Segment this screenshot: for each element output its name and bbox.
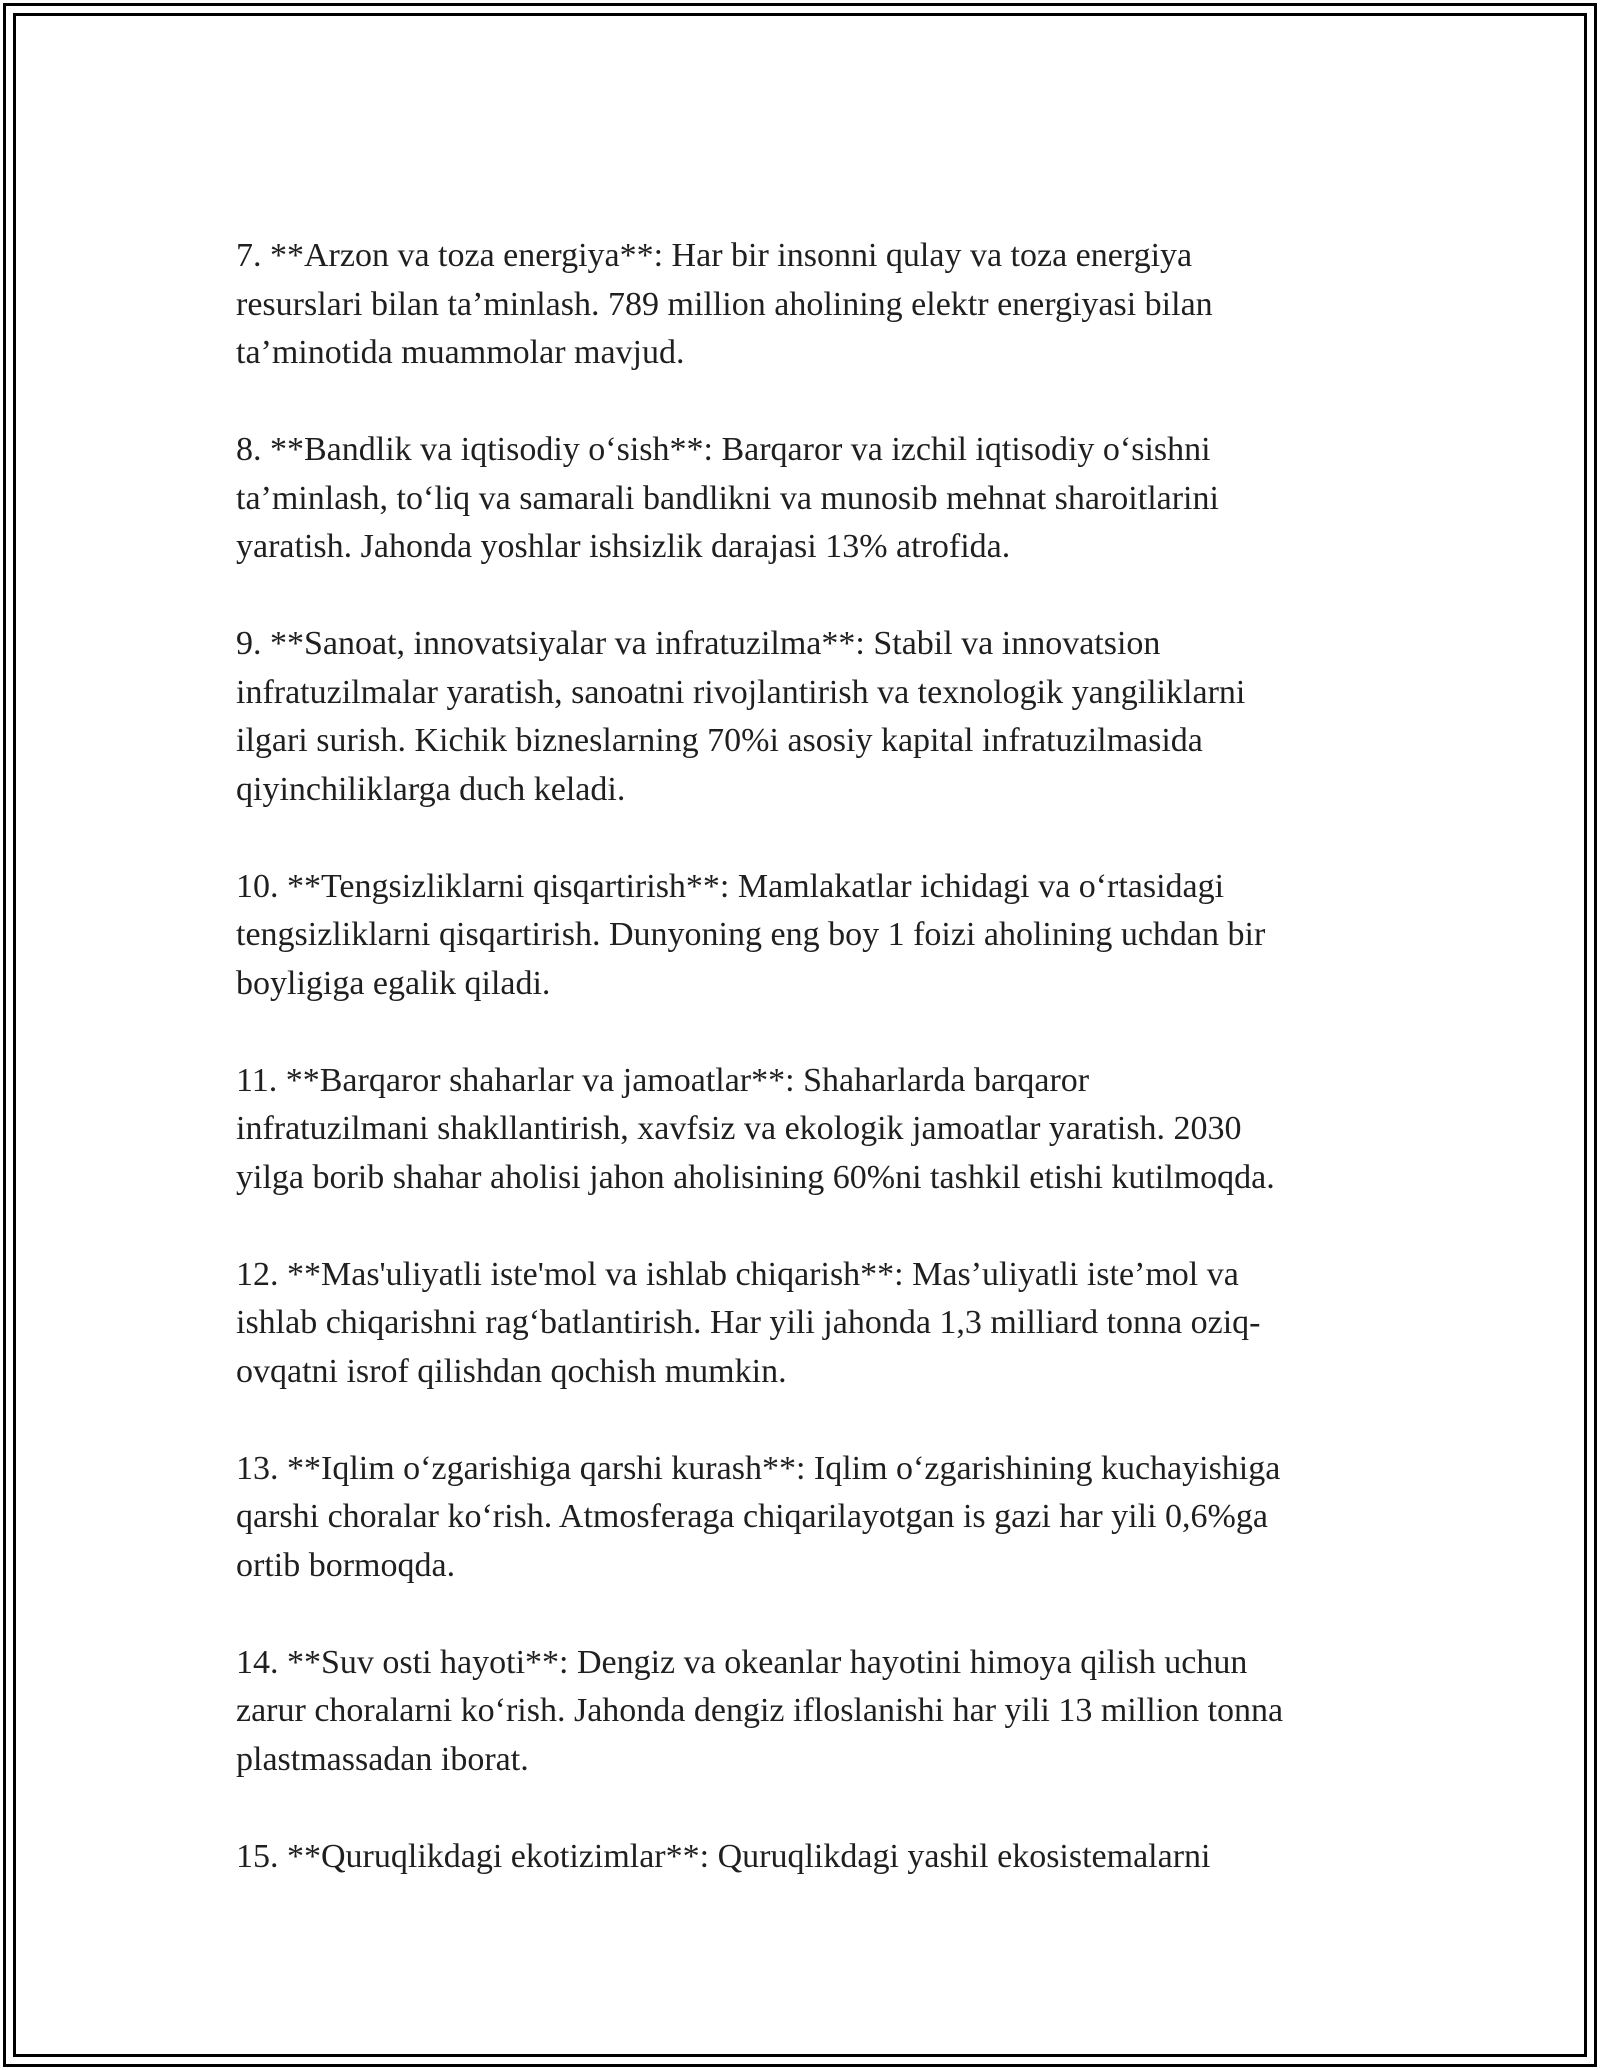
text-line: 7. **Arzon va toza energiya**: Har bir insonni qulay va toza energiya <box>236 237 1193 274</box>
paragraph-goal-10 <box>236 863 1376 1009</box>
document-body <box>236 232 1376 1930</box>
text-line: ilgari surish. Kichik bizneslarning 70%i asosiy kapital infratuzilmasida <box>236 722 1203 759</box>
text-line: ta’minlash, to‘liq va samarali bandlikni va munosib mehnat sharoitlarini <box>236 479 1219 517</box>
text-line: 10. **Tengsizliklarni qisqartirish**: Mamlakatlar ichidagi va o‘rtasidagi <box>236 867 1225 905</box>
text-line: tengsizliklarni qisqartirish. Dunyoning eng boy 1 foizi aholining uchdan bir <box>236 916 1266 953</box>
text-line: infratuzilmalar yaratish, sanoatni rivojlantirish va texnologik yangiliklarni <box>236 673 1246 711</box>
text-line: plastmassadan iborat. <box>236 1740 529 1778</box>
text-line: resurslari bilan ta’minlash. 789 million aholining elektr energiyasi bilan <box>236 285 1213 323</box>
paragraph-goal-13 <box>236 1445 1376 1591</box>
text-line: 13. **Iqlim o‘zgarishiga qarshi kurash**: Iqlim o‘zgarishining kuchayishiga <box>236 1449 1281 1487</box>
text-line: 9. **Sanoat, innovatsiyalar va infratuzilma**: Stabil va innovatsion <box>236 625 1161 662</box>
text-line: 11. **Barqaror shaharlar va jamoatlar**: Shaharlarda barqaror <box>236 1061 1090 1099</box>
paragraph-goal-14 <box>236 1639 1376 1785</box>
text-line: 8. **Bandlik va iqtisodiy o‘sish**: Barqaror va izchil iqtisodiy o‘sishni <box>236 431 1211 468</box>
paragraph-goal-7 <box>236 232 1376 378</box>
text-line: ta’minotida muammolar mavjud. <box>236 334 685 371</box>
text-line: boyligiga egalik qiladi. <box>236 964 551 1002</box>
text-line: qarshi choralar ko‘rish. Atmosferaga chiqarilayotgan is gazi har yili 0,6%ga <box>236 1498 1268 1535</box>
text-line: 15. **Quruqlikdagi ekotizimlar**: Quruqlikdagi yashil ekosistemalarni <box>236 1837 1211 1875</box>
paragraph-goal-12 <box>236 1251 1376 1397</box>
text-line: yilga borib shahar aholisi jahon aholisining 60%ni tashkil etishi kutilmoqda. <box>236 1158 1275 1196</box>
text-line: yaratish. Jahonda yoshlar ishsizlik darajasi 13% atrofida. <box>236 528 1011 565</box>
text-line: 12. **Mas'uliyatli iste'mol va ishlab chiqarish**: Mas’uliyatli iste’mol va <box>236 1255 1239 1293</box>
text-line: ortib bormoqda. <box>236 1546 456 1584</box>
paragraph-goal-11 <box>236 1057 1376 1203</box>
paragraph-goal-9 <box>236 620 1376 814</box>
text-line: 14. **Suv osti hayoti**: Dengiz va okeanlar hayotini himoya qilish uchun <box>236 1643 1248 1681</box>
text-line: ovqatni isrof qilishdan qochish mumkin. <box>236 1352 787 1390</box>
text-line: zarur choralarni ko‘rish. Jahonda dengiz ifloslanishi har yili 13 million tonna <box>236 1692 1284 1729</box>
paragraph-goal-8 <box>236 426 1376 572</box>
paragraph-goal-15 <box>236 1833 1376 1882</box>
text-line: qiyinchiliklarga duch keladi. <box>236 770 626 808</box>
text-line: infratuzilmani shakllantirish, xavfsiz va ekologik jamoatlar yaratish. 2030 <box>236 1110 1242 1147</box>
text-line: ishlab chiqarishni rag‘batlantirish. Har yili jahonda 1,3 milliard tonna oziq- <box>236 1304 1261 1341</box>
